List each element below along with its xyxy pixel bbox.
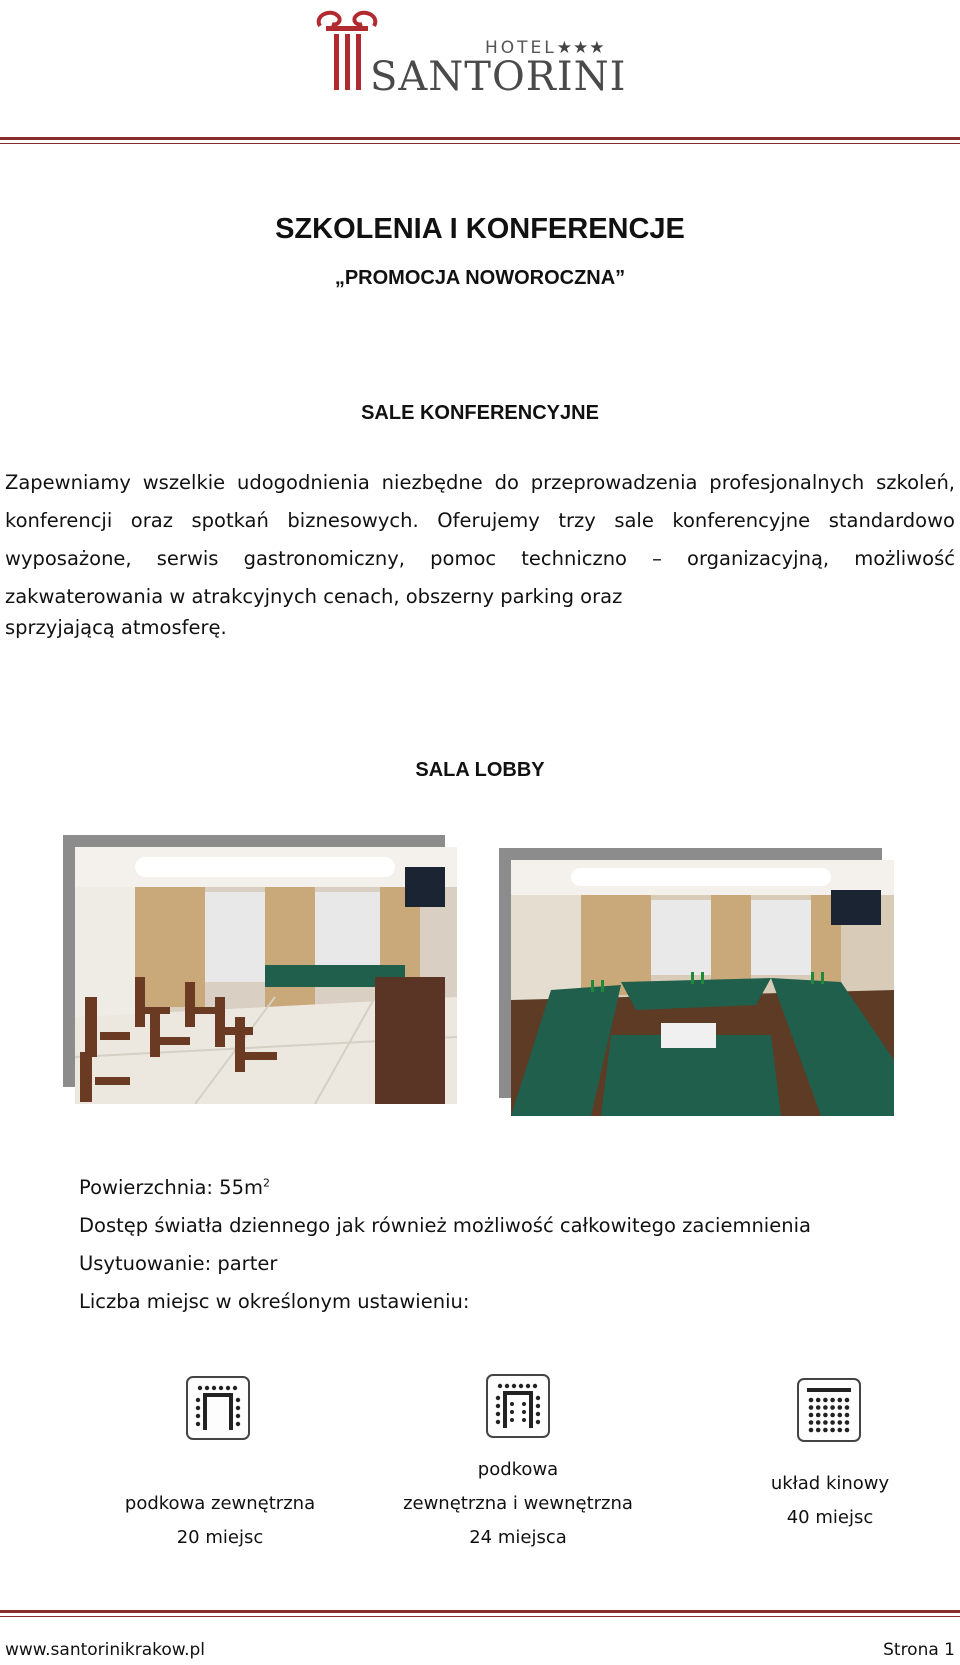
layout-caption-theater — [730, 1467, 930, 1535]
hotel-logo — [330, 8, 630, 100]
footer-page-number: Strona 1 — [883, 1640, 955, 1660]
hall-photo-u-shape — [511, 860, 894, 1116]
logo-name-text: SANTORINI — [370, 54, 627, 100]
layout-name-line1: podkowa — [477, 1459, 559, 1480]
footer-rule-thin — [0, 1616, 960, 1617]
hall-area: Powierzchnia: $55m^2$ — [79, 1176, 270, 1199]
hall-light: Dostęp światła dziennego jak również możliwość całkowitego zaciemnienia — [79, 1214, 811, 1237]
page-subtitle: „PROMOCJA NOWOROCZNA” — [334, 267, 626, 289]
footer-website[interactable]: www.santorinikrakow.pl — [5, 1640, 206, 1660]
hall-title: SALA LOBBY — [415, 759, 545, 781]
footer-rule — [0, 1610, 960, 1613]
hall-photo-theater — [75, 847, 457, 1104]
layout-name-line2: zewnętrzna i wewnętrzna — [403, 1493, 633, 1514]
intro-paragraph: Zapewniamy wszelkie udogodnienia niezbędne do przeprowadzenia profesjonalnych szkoleń, konferencji oraz spotkań biznesowych. Oferujemy trzy sale konferencyjne standardowo wyposażone, serwis gastronomiczny, pomoc techniczno – organizacyjną, możliwość zakwaterowania w atrakcyjnych cenach, obszerny parking oraz — [5, 471, 955, 608]
logo-stars: ★★★ — [556, 38, 606, 58]
logo-hotel-text: HOTEL — [485, 38, 557, 58]
intro-last-line: sprzyjającą atmosferę. — [5, 616, 227, 639]
u-shape-outer-icon — [186, 1376, 250, 1440]
hall-seats-label: Liczba miejsc w określonym ustawieniu: — [79, 1290, 470, 1313]
layout-seats: 20 miejsc — [176, 1527, 264, 1548]
page-title: SZKOLENIA I KONFERENCJE — [275, 213, 685, 245]
layout-caption-u-inner-outer — [383, 1453, 653, 1555]
layout-seats: 40 miejsc — [786, 1507, 874, 1528]
hall-location: Usytuowanie: parter — [79, 1252, 278, 1275]
theater-layout-icon — [797, 1378, 861, 1442]
header-rule-thin — [0, 143, 960, 144]
layout-name: podkowa zewnętrzna — [124, 1493, 316, 1514]
header-rule — [0, 137, 960, 140]
layout-name: układ kinowy — [770, 1473, 890, 1494]
section-title: SALE KONFERENCYJNE — [361, 402, 599, 424]
layout-caption-u-outer — [100, 1487, 340, 1555]
u-shape-inner-outer-icon — [486, 1374, 550, 1438]
layout-seats: 24 miejsca — [469, 1527, 567, 1548]
